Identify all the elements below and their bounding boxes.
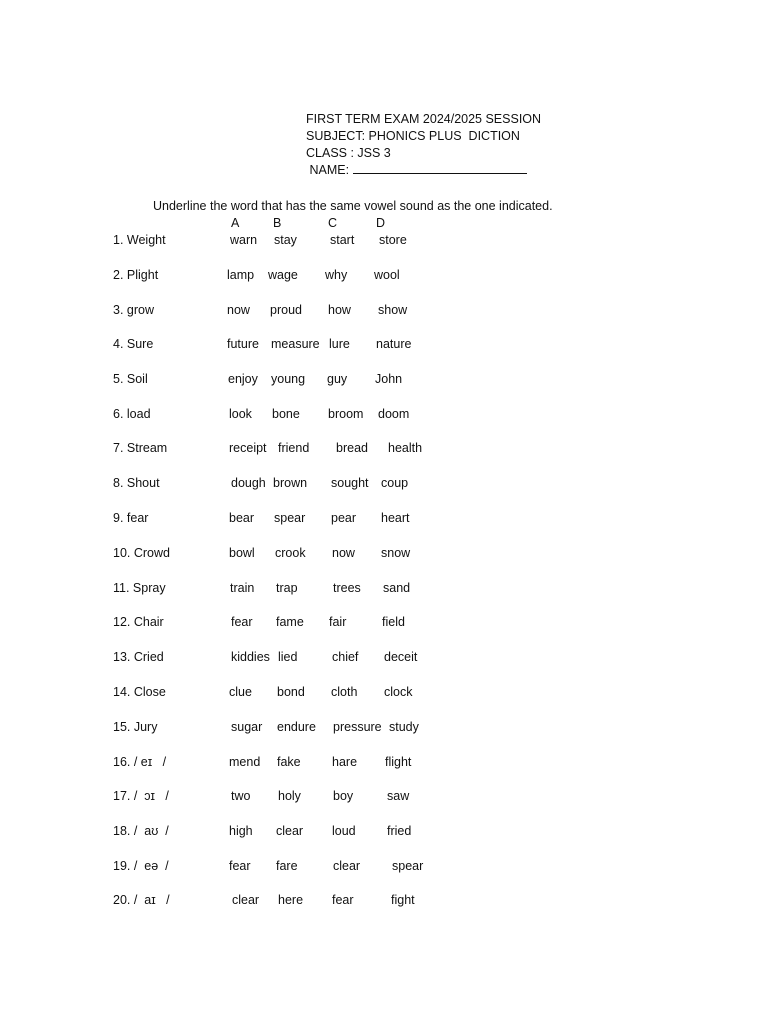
option-a: future	[227, 337, 259, 351]
option-a: dough	[231, 476, 266, 490]
question-row	[0, 303, 768, 321]
option-a: warn	[230, 233, 258, 247]
option-d: fried	[387, 824, 412, 838]
question-row	[0, 720, 768, 738]
option-c: fear	[332, 893, 354, 907]
question-prompt: 5. Soil	[113, 372, 148, 386]
option-b: lied	[278, 650, 298, 664]
question-row	[0, 268, 768, 286]
question-row	[0, 511, 768, 529]
question-row	[0, 755, 768, 773]
option-d: fight	[391, 893, 415, 907]
option-d: snow	[381, 546, 411, 560]
question-prompt: 12. Chair	[113, 615, 164, 629]
question-row	[0, 650, 768, 668]
option-b: wage	[268, 268, 298, 282]
option-c: start	[330, 233, 355, 247]
question-row	[0, 581, 768, 599]
option-b: brown	[273, 476, 308, 490]
option-d: nature	[376, 337, 412, 351]
option-c: now	[332, 546, 355, 560]
option-a: fear	[231, 615, 253, 629]
option-c: trees	[333, 581, 361, 595]
option-d: flight	[385, 755, 412, 769]
option-a: high	[229, 824, 253, 838]
option-b: fake	[277, 755, 301, 769]
option-d: saw	[387, 789, 410, 803]
option-a: train	[230, 581, 255, 595]
question-row	[0, 615, 768, 633]
option-b: fame	[276, 615, 304, 629]
column-letter-d: D	[376, 216, 386, 230]
option-a: look	[229, 407, 252, 421]
question-prompt: 14. Close	[113, 685, 166, 699]
option-a: clue	[229, 685, 252, 699]
option-c: pear	[331, 511, 357, 525]
option-d: John	[375, 372, 403, 386]
option-b: trap	[276, 581, 298, 595]
question-prompt: 11. Spray	[113, 581, 166, 595]
option-d: wool	[374, 268, 400, 282]
option-d: show	[378, 303, 408, 317]
option-b: fare	[276, 859, 298, 873]
question-row	[0, 893, 768, 911]
option-d: field	[382, 615, 405, 629]
option-b: measure	[271, 337, 320, 351]
option-b: friend	[278, 441, 310, 455]
option-c: guy	[327, 372, 348, 386]
question-row	[0, 824, 768, 842]
question-prompt: 17. / ɔɪ /	[113, 789, 169, 803]
question-row	[0, 546, 768, 564]
option-b: holy	[278, 789, 301, 803]
question-prompt: 15. Jury	[113, 720, 158, 734]
option-d: health	[388, 441, 423, 455]
question-prompt: 1. Weight	[113, 233, 166, 247]
option-b: here	[278, 893, 304, 907]
question-prompt: 3. grow	[113, 303, 154, 317]
question-prompt: 6. load	[113, 407, 151, 421]
option-c: clear	[333, 859, 361, 873]
option-c: hare	[332, 755, 358, 769]
question-prompt: 2. Plight	[113, 268, 159, 282]
option-d: spear	[392, 859, 424, 873]
question-row	[0, 372, 768, 390]
question-row	[0, 476, 768, 494]
instruction-text: Underline the word that has the same vowel sound as the one indicated.	[153, 199, 553, 213]
option-a: bowl	[229, 546, 255, 560]
question-prompt: 4. Sure	[113, 337, 154, 351]
option-a: sugar	[231, 720, 263, 734]
option-d: store	[379, 233, 407, 247]
exam-title: FIRST TERM EXAM 2024/2025 SESSION	[306, 112, 542, 126]
column-letter-b: B	[273, 216, 282, 230]
option-a: kiddies	[231, 650, 270, 664]
question-prompt: 8. Shout	[113, 476, 160, 490]
option-c: cloth	[331, 685, 358, 699]
option-a: enjoy	[228, 372, 258, 386]
option-c: boy	[333, 789, 354, 803]
option-b: stay	[274, 233, 297, 247]
option-a: mend	[229, 755, 261, 769]
option-b: spear	[274, 511, 306, 525]
option-d: heart	[381, 511, 410, 525]
option-b: bond	[277, 685, 305, 699]
option-c: how	[328, 303, 351, 317]
option-b: clear	[276, 824, 304, 838]
option-d: coup	[381, 476, 409, 490]
question-row	[0, 337, 768, 355]
option-b: bone	[272, 407, 300, 421]
option-a: clear	[232, 893, 260, 907]
column-letter-c: C	[328, 216, 338, 230]
question-prompt: 7. Stream	[113, 441, 168, 455]
question-prompt: 16. / eɪ /	[113, 755, 167, 769]
option-b: crook	[275, 546, 306, 560]
option-a: fear	[229, 859, 251, 873]
option-c: broom	[328, 407, 364, 421]
question-row	[0, 789, 768, 807]
option-c: fair	[329, 615, 347, 629]
option-d: clock	[384, 685, 413, 699]
option-d: doom	[378, 407, 410, 421]
question-prompt: 10. Crowd	[113, 546, 170, 560]
option-c: loud	[332, 824, 356, 838]
question-prompt: 18. / aʊ /	[113, 824, 169, 838]
column-letter-a: A	[231, 216, 240, 230]
question-row	[0, 441, 768, 459]
question-row	[0, 859, 768, 877]
option-b: young	[271, 372, 306, 386]
option-c: lure	[329, 337, 350, 351]
option-a: two	[231, 789, 251, 803]
question-prompt: 20. / aɪ /	[113, 893, 170, 907]
option-a: now	[227, 303, 250, 317]
option-a: bear	[229, 511, 255, 525]
option-d: study	[389, 720, 419, 734]
option-b: proud	[270, 303, 302, 317]
question-prompt: 9. fear	[113, 511, 149, 525]
option-c: sought	[331, 476, 369, 490]
option-d: deceit	[384, 650, 418, 664]
class-line: CLASS : JSS 3	[306, 146, 391, 160]
option-c: bread	[336, 441, 368, 455]
option-c: chief	[332, 650, 359, 664]
option-d: sand	[383, 581, 411, 595]
question-row	[0, 685, 768, 703]
subject-line: SUBJECT: PHONICS PLUS DICTION	[306, 129, 520, 143]
option-a: receipt	[229, 441, 267, 455]
question-row	[0, 233, 768, 251]
question-row	[0, 407, 768, 425]
name-field	[306, 162, 527, 179]
name-blank-line	[353, 162, 527, 174]
name-label: NAME:	[306, 163, 353, 177]
option-b: endure	[277, 720, 316, 734]
option-c: pressure	[333, 720, 382, 734]
option-a: lamp	[227, 268, 255, 282]
question-prompt: 19. / eə /	[113, 859, 169, 873]
question-prompt: 13. Cried	[113, 650, 164, 664]
option-c: why	[325, 268, 348, 282]
